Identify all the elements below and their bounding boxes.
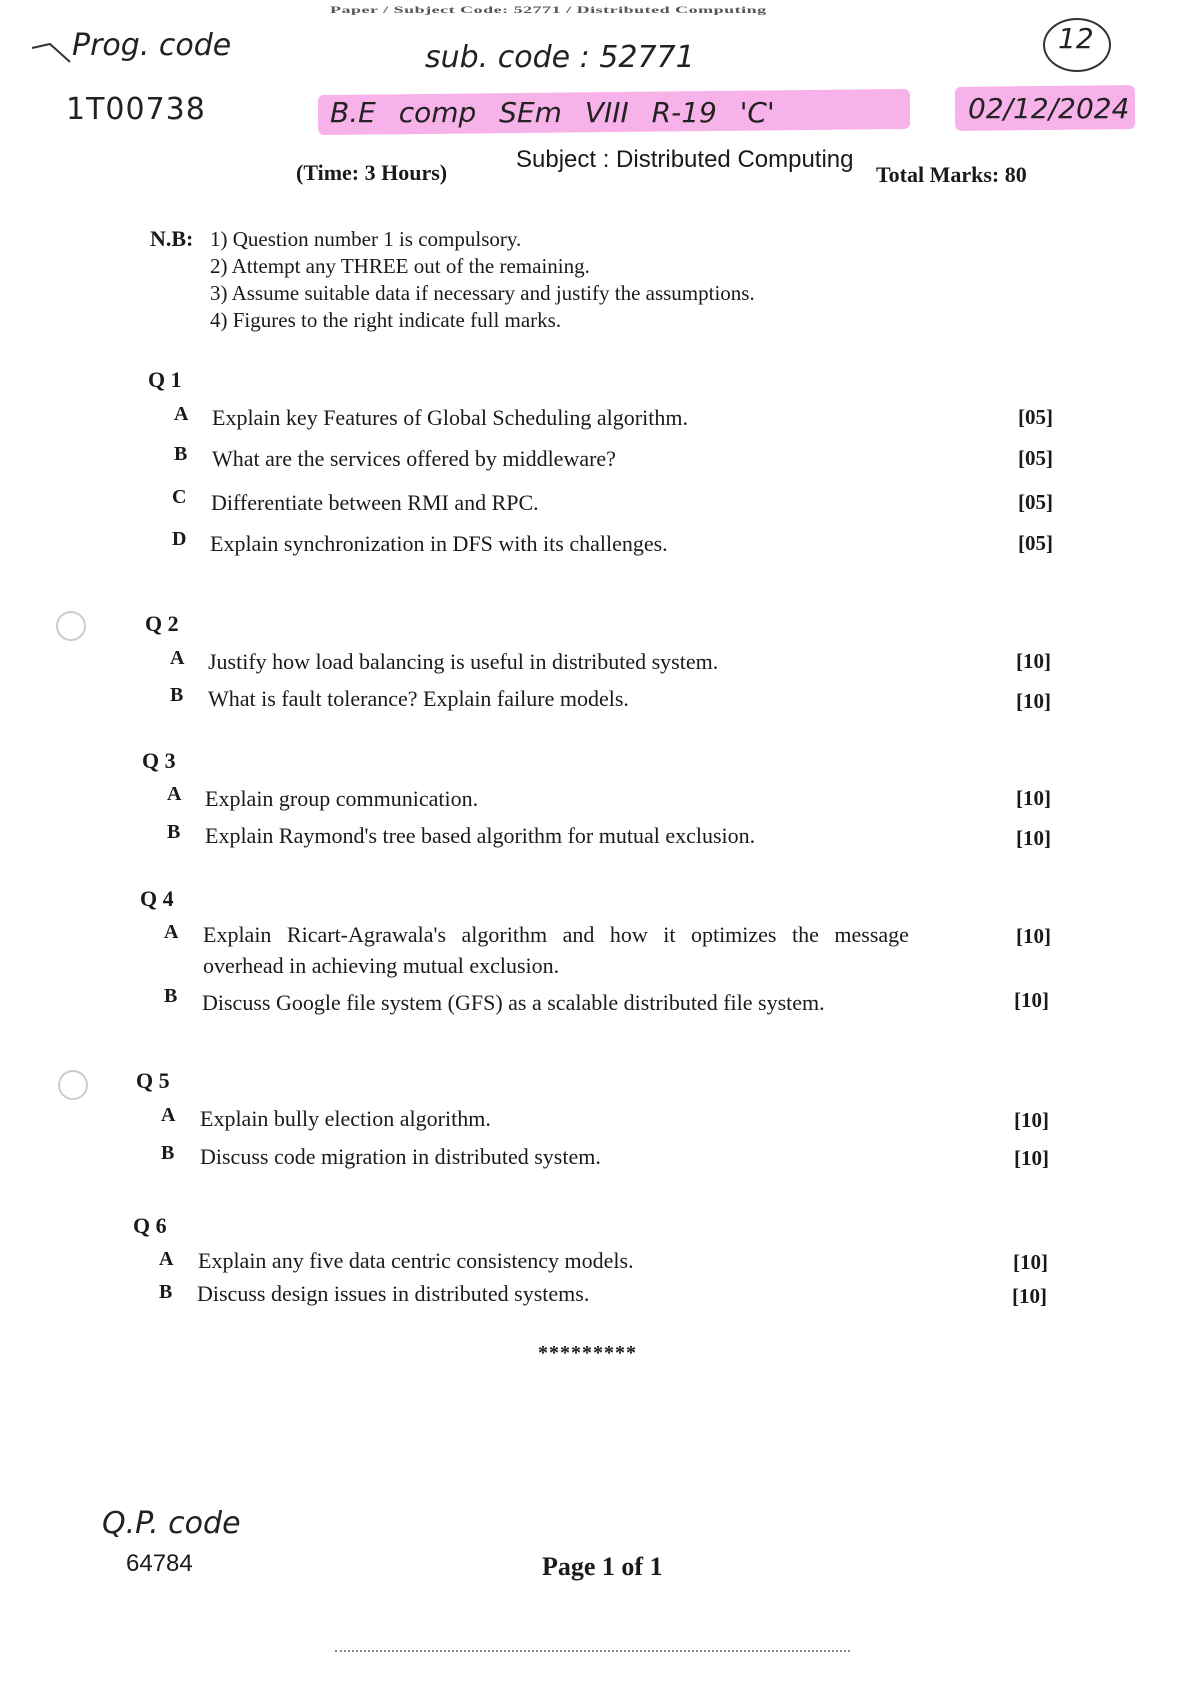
- q1-part-b-letter: B: [174, 443, 188, 465]
- q5-part-a-text: Explain bully election algorithm.: [200, 1106, 491, 1131]
- instruction-item: 3) Assume suitable data if necessary and justify the assumptions.: [210, 281, 755, 305]
- exam-date: 02/12/2024: [968, 92, 1130, 125]
- q3-part-b-marks: [10]: [1016, 826, 1051, 850]
- q6-part-a-marks: [10]: [1013, 1250, 1048, 1274]
- instructions-list: [210, 226, 755, 334]
- q4-part-b-letter: B: [164, 985, 178, 1007]
- q1-part-a-letter: A: [174, 403, 189, 425]
- q1-part-b-text: What are the services offered by middleware?: [212, 446, 616, 471]
- q2-part-b-letter: B: [170, 684, 184, 706]
- q6-part-b-text: Discuss design issues in distributed systems.: [197, 1281, 590, 1306]
- q6-part-a-text: Explain any five data centric consistency models.: [198, 1248, 634, 1273]
- q1-part-c-letter: C: [172, 486, 187, 508]
- prog-code-value: 1T00738: [66, 92, 206, 127]
- question-4-title: Q 4: [140, 886, 174, 911]
- q1-part-a-marks: [05]: [1018, 405, 1053, 429]
- q1-part-d-text: Explain synchronization in DFS with its challenges.: [210, 531, 668, 556]
- q2-part-a-letter: A: [170, 647, 185, 669]
- q2-part-a-text: Justify how load balancing is useful in distributed system.: [208, 649, 719, 674]
- sub-code: sub. code : 52771: [425, 40, 695, 75]
- q3-part-a-letter: A: [167, 783, 182, 805]
- q4-part-a-marks: [10]: [1016, 924, 1051, 948]
- subject-title: Subject : Distributed Computing: [516, 146, 854, 173]
- q4-part-b-marks: [10]: [1014, 988, 1049, 1012]
- question-1-title: Q 1: [148, 367, 182, 392]
- instruction-item: 4) Figures to the right indicate full marks.: [210, 308, 562, 332]
- q5-part-b-text: Discuss code migration in distributed system.: [200, 1144, 601, 1169]
- q3-part-a-text: Explain group communication.: [205, 786, 479, 811]
- cut-header-text: Paper / Subject Code: 52771 / Distributed Computing: [330, 4, 767, 15]
- exam-duration: (Time: 3 Hours): [296, 160, 448, 185]
- instruction-item: 1) Question number 1 is compulsory.: [210, 227, 522, 251]
- q2-part-b-marks: [10]: [1016, 689, 1051, 713]
- q2-part-a-marks: [10]: [1016, 649, 1051, 673]
- question-5-title: Q 5: [136, 1068, 170, 1093]
- q1-part-d-letter: D: [172, 528, 187, 550]
- q3-part-a-marks: [10]: [1016, 786, 1051, 810]
- q4-part-a-letter: A: [164, 921, 179, 943]
- q1-part-c-text: Differentiate between RMI and RPC.: [211, 490, 539, 515]
- q4-part-a-text: Explain Ricart-Agrawala's algorithm and how it optimizes the message: [203, 922, 909, 947]
- footer-divider: [335, 1650, 850, 1652]
- q1-part-c-marks: [05]: [1018, 490, 1053, 514]
- instructions-label: N.B:: [150, 226, 194, 251]
- prog-code-label: Prog. code: [72, 28, 232, 63]
- course-line: B.E comp SEm VIII R-19 'C': [330, 96, 775, 129]
- instruction-item: 2) Attempt any THREE out of the remaining.: [210, 254, 590, 278]
- question-6-title: Q 6: [133, 1213, 167, 1238]
- q5-part-b-letter: B: [161, 1142, 175, 1164]
- q1-part-a-text: Explain key Features of Global Scheduling algorithm.: [212, 405, 688, 430]
- tick-mark-icon: [30, 40, 75, 70]
- q1-part-b-marks: [05]: [1018, 446, 1053, 470]
- q5-part-a-letter: A: [161, 1104, 176, 1126]
- q4-part-a-text-cont: overhead in achieving mutual exclusion.: [203, 953, 560, 978]
- punch-hole: [58, 1070, 88, 1100]
- q3-part-b-text: Explain Raymond's tree based algorithm for mutual exclusion.: [205, 823, 756, 848]
- q5-part-b-marks: [10]: [1014, 1146, 1049, 1170]
- q5-part-a-marks: [10]: [1014, 1108, 1049, 1132]
- q2-part-b-text: What is fault tolerance? Explain failure models.: [208, 686, 629, 711]
- page-marker: 12: [1058, 22, 1094, 55]
- q6-part-b-marks: [10]: [1012, 1284, 1047, 1308]
- question-3-title: Q 3: [142, 748, 176, 773]
- question-2-title: Q 2: [145, 611, 179, 636]
- q1-part-d-marks: [05]: [1018, 531, 1053, 555]
- q3-part-b-letter: B: [167, 821, 181, 843]
- q6-part-a-letter: A: [159, 1248, 174, 1270]
- qp-code-label: Q.P. code: [102, 1506, 241, 1541]
- punch-hole: [56, 611, 86, 641]
- page-number: Page 1 of 1: [542, 1552, 663, 1581]
- end-of-paper-marker: *********: [538, 1342, 637, 1364]
- qp-code-value: 64784: [126, 1550, 193, 1577]
- total-marks: Total Marks: 80: [876, 162, 1027, 187]
- q6-part-b-letter: B: [159, 1281, 173, 1303]
- q4-part-b-text: Discuss Google file system (GFS) as a scalable distributed file system.: [202, 990, 825, 1015]
